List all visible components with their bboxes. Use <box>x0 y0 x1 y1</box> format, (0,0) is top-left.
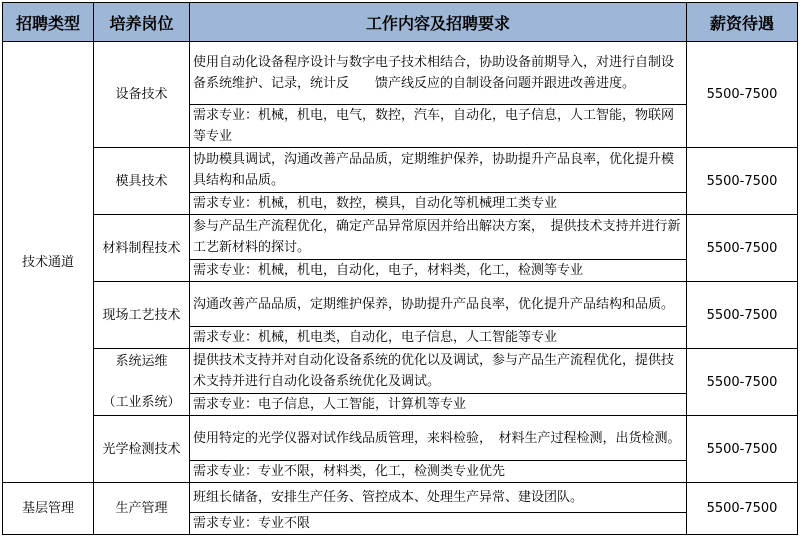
content-cell: 班组长储备，安排生产任务、管控成本、处理生产异常、建设团队。 <box>190 483 687 513</box>
header-content: 工作内容及招聘要求 <box>190 3 687 42</box>
salary-cell: 5500-7500 <box>687 483 798 535</box>
salary-cell: 5500-7500 <box>687 282 798 349</box>
salary-cell: 5500-7500 <box>687 148 798 215</box>
content-cell: 沟通改善产品品质，定期维护保养，协助提升产品良率，优化提升产品结构和品质。 <box>190 282 687 327</box>
position-label: 系统运维 <box>115 354 168 369</box>
header-position: 培养岗位 <box>94 3 190 42</box>
content-cell: 使用自动化设备程序设计与数字电子技术相结合，协助设备前期导入，对进行自制设备系统维护、记录，统计反 馈产线反应的自制设备问题并跟进改善进度。 <box>190 42 687 105</box>
table-row <box>3 349 798 394</box>
salary-cell: 5500-7500 <box>687 42 798 148</box>
salary-cell: 5500-7500 <box>687 416 798 483</box>
table-row <box>3 42 798 105</box>
position-cell: 生产管理 <box>94 483 190 535</box>
requirement-cell: 需求专业：专业不限，材料类，化工，检测类专业优先 <box>190 461 687 483</box>
table-row <box>3 282 798 327</box>
header-salary: 薪资待遇 <box>687 3 798 42</box>
table-row <box>3 215 798 260</box>
requirement-cell: 需求专业：机械，机电，电气，数控，汽车，自动化，电子信息，人工智能，物联网等专业 <box>190 105 687 148</box>
content-cell: 提供技术支持并对自动化设备系统的优化以及调试，参与产品生产流程优化，提供技术支持并进行自动化设备系统优化及调试。 <box>190 349 687 394</box>
position-cell: 设备技术 <box>94 42 190 148</box>
salary-cell: 5500-7500 <box>687 349 798 416</box>
salary-cell: 5500-7500 <box>687 215 798 282</box>
table-row <box>3 148 798 193</box>
position-cell <box>94 349 190 416</box>
position-cell: 模具技术 <box>94 148 190 215</box>
content-cell: 协助模具调试，沟通改善产品品质，定期维护保养，协助提升产品良率，优化提升模具结构和品质。 <box>190 148 687 193</box>
position-cell: 现场工艺技术 <box>94 282 190 349</box>
requirement-cell: 需求专业：电子信息，人工智能，计算机等专业 <box>190 394 687 416</box>
header-category: 招聘类型 <box>3 3 94 42</box>
position-cell: 光学检测技术 <box>94 416 190 483</box>
recruitment-table <box>2 2 798 535</box>
position-sublabel: （工业系统） <box>102 395 181 410</box>
position-cell: 材料制程技术 <box>94 215 190 282</box>
requirement-cell: 需求专业：专业不限 <box>190 513 687 535</box>
content-cell: 使用特定的光学仪器对试作线品质管理，来料检验， 材料生产过程检测，出货检测。 <box>190 416 687 461</box>
table-row <box>3 416 798 461</box>
table-row <box>3 483 798 513</box>
requirement-cell: 需求专业：机械，机电，数控，模具，自动化等机械理工类专业 <box>190 193 687 215</box>
category-mgmt: 基层管理 <box>3 483 94 535</box>
requirement-cell: 需求专业：机械，机电，自动化，电子，材料类，化工，检测等专业 <box>190 260 687 282</box>
content-cell: 参与产品生产流程优化，确定产品异常原因并给出解决方案， 提供技术支持并进行新工艺新材料的探讨。 <box>190 215 687 260</box>
category-tech: 技术通道 <box>3 42 94 483</box>
requirement-cell: 需求专业：机械，机电类，自动化，电子信息，人工智能等专业 <box>190 327 687 349</box>
header-row <box>3 3 798 42</box>
